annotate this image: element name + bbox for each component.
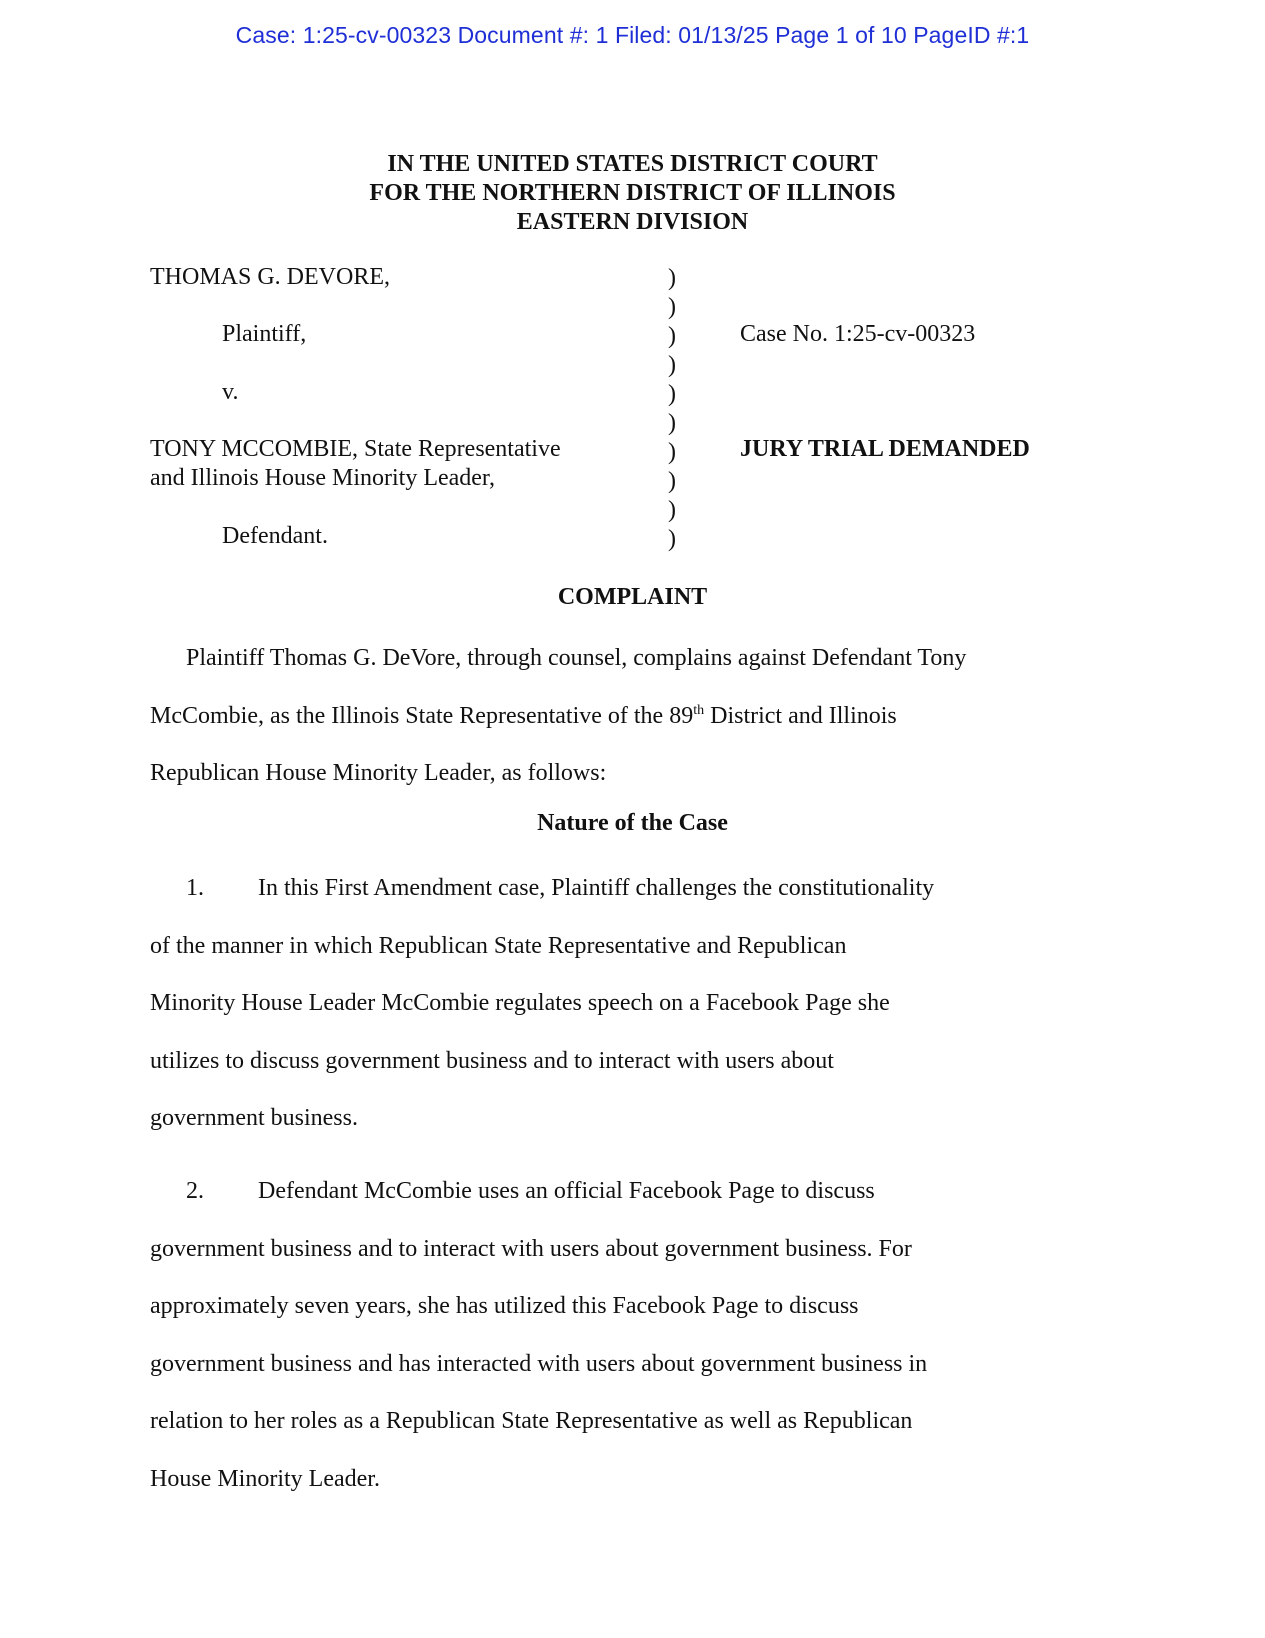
- paragraph-1-line-1-text: In this First Amendment case, Plaintiff challenges the constitutionality: [258, 875, 935, 901]
- intro-line-2-rest: District and Illinois: [704, 702, 897, 729]
- paragraph-1-line-2: of the manner in which Republican State Representative and Republican: [150, 932, 847, 959]
- defendant-name-line-2: and Illinois House Minority Leader,: [150, 465, 495, 491]
- paren: ): [668, 265, 676, 291]
- paragraph-2-line-6: House Minority Leader.: [150, 1465, 380, 1492]
- caption-parentheses: [668, 264, 676, 554]
- intro-line-2-text: McCombie, as the Illinois State Representative of the 89: [150, 702, 694, 729]
- intro-line-1: [150, 630, 1140, 688]
- case-number: Case No. 1:25-cv-00323: [740, 321, 976, 347]
- paragraph-2-line-3: approximately seven years, she has utilized this Facebook Page to discuss: [150, 1293, 859, 1319]
- plaintiff-name: THOMAS G. DEVORE,: [150, 264, 390, 290]
- paragraph-2: [150, 1163, 1140, 1508]
- paren: ): [668, 294, 676, 320]
- filing-stamp: Case: 1:25-cv-00323 Document #: 1 Filed: 01/13/25 Page 1 of 10 PageID #:1: [235, 22, 1030, 48]
- paragraph-1-line-1: [150, 860, 1140, 918]
- paragraph-number: 1.: [186, 875, 204, 901]
- intro-paragraph: [150, 630, 1140, 803]
- paren: ): [668, 468, 676, 494]
- intro-line-1-text: Plaintiff Thomas G. DeVore, through counsel, complains against Defendant Tony: [186, 645, 967, 671]
- paragraph-2-line-2: government business and to interact with users about government business. For: [150, 1235, 912, 1262]
- defendant-role: Defendant.: [222, 523, 328, 549]
- court-heading-line-3: EASTERN DIVISION: [516, 209, 749, 235]
- defendant-name-line-1: TONY MCCOMBIE, State Representative: [150, 436, 561, 462]
- court-heading-line-1: IN THE UNITED STATES DISTRICT COURT: [387, 151, 878, 177]
- paragraph-number: 2.: [186, 1178, 204, 1204]
- court-heading-line-2: FOR THE NORTHERN DISTRICT OF ILLINOIS: [369, 180, 896, 206]
- paragraph-1: [150, 860, 1140, 1148]
- paren: ): [668, 439, 676, 465]
- paren: ): [668, 381, 676, 407]
- section-heading: Nature of the Case: [537, 810, 728, 836]
- court-heading: [0, 150, 1265, 237]
- paragraph-1-line-5: government business.: [150, 1105, 358, 1131]
- ordinal-suffix: th: [693, 702, 705, 718]
- paragraph-1-line-3: Minority House Leader McCombie regulates speech on a Facebook Page she: [150, 990, 890, 1016]
- versus: v.: [222, 379, 239, 405]
- intro-line-2: [150, 688, 1140, 746]
- paren: ): [668, 410, 676, 436]
- paragraph-2-line-1: [150, 1163, 1140, 1221]
- paragraph-2-line-4: government business and has interacted with users about government business in: [150, 1350, 928, 1377]
- paren: ): [668, 526, 676, 552]
- case-caption: [0, 264, 1265, 564]
- document-title: COMPLAINT: [557, 584, 708, 610]
- paren: ): [668, 497, 676, 523]
- paren: ): [668, 323, 676, 349]
- plaintiff-role: Plaintiff,: [222, 321, 307, 347]
- intro-line-3: Republican House Minority Leader, as follows:: [150, 760, 607, 786]
- paren: ): [668, 352, 676, 378]
- jury-trial-demand: JURY TRIAL DEMANDED: [740, 436, 1030, 462]
- paragraph-1-line-4: utilizes to discuss government business and to interact with users about: [150, 1047, 834, 1074]
- paragraph-2-line-5: relation to her roles as a Republican State Representative as well as Republican: [150, 1408, 913, 1434]
- paragraph-2-line-1-text: Defendant McCombie uses an official Facebook Page to discuss: [258, 1178, 875, 1204]
